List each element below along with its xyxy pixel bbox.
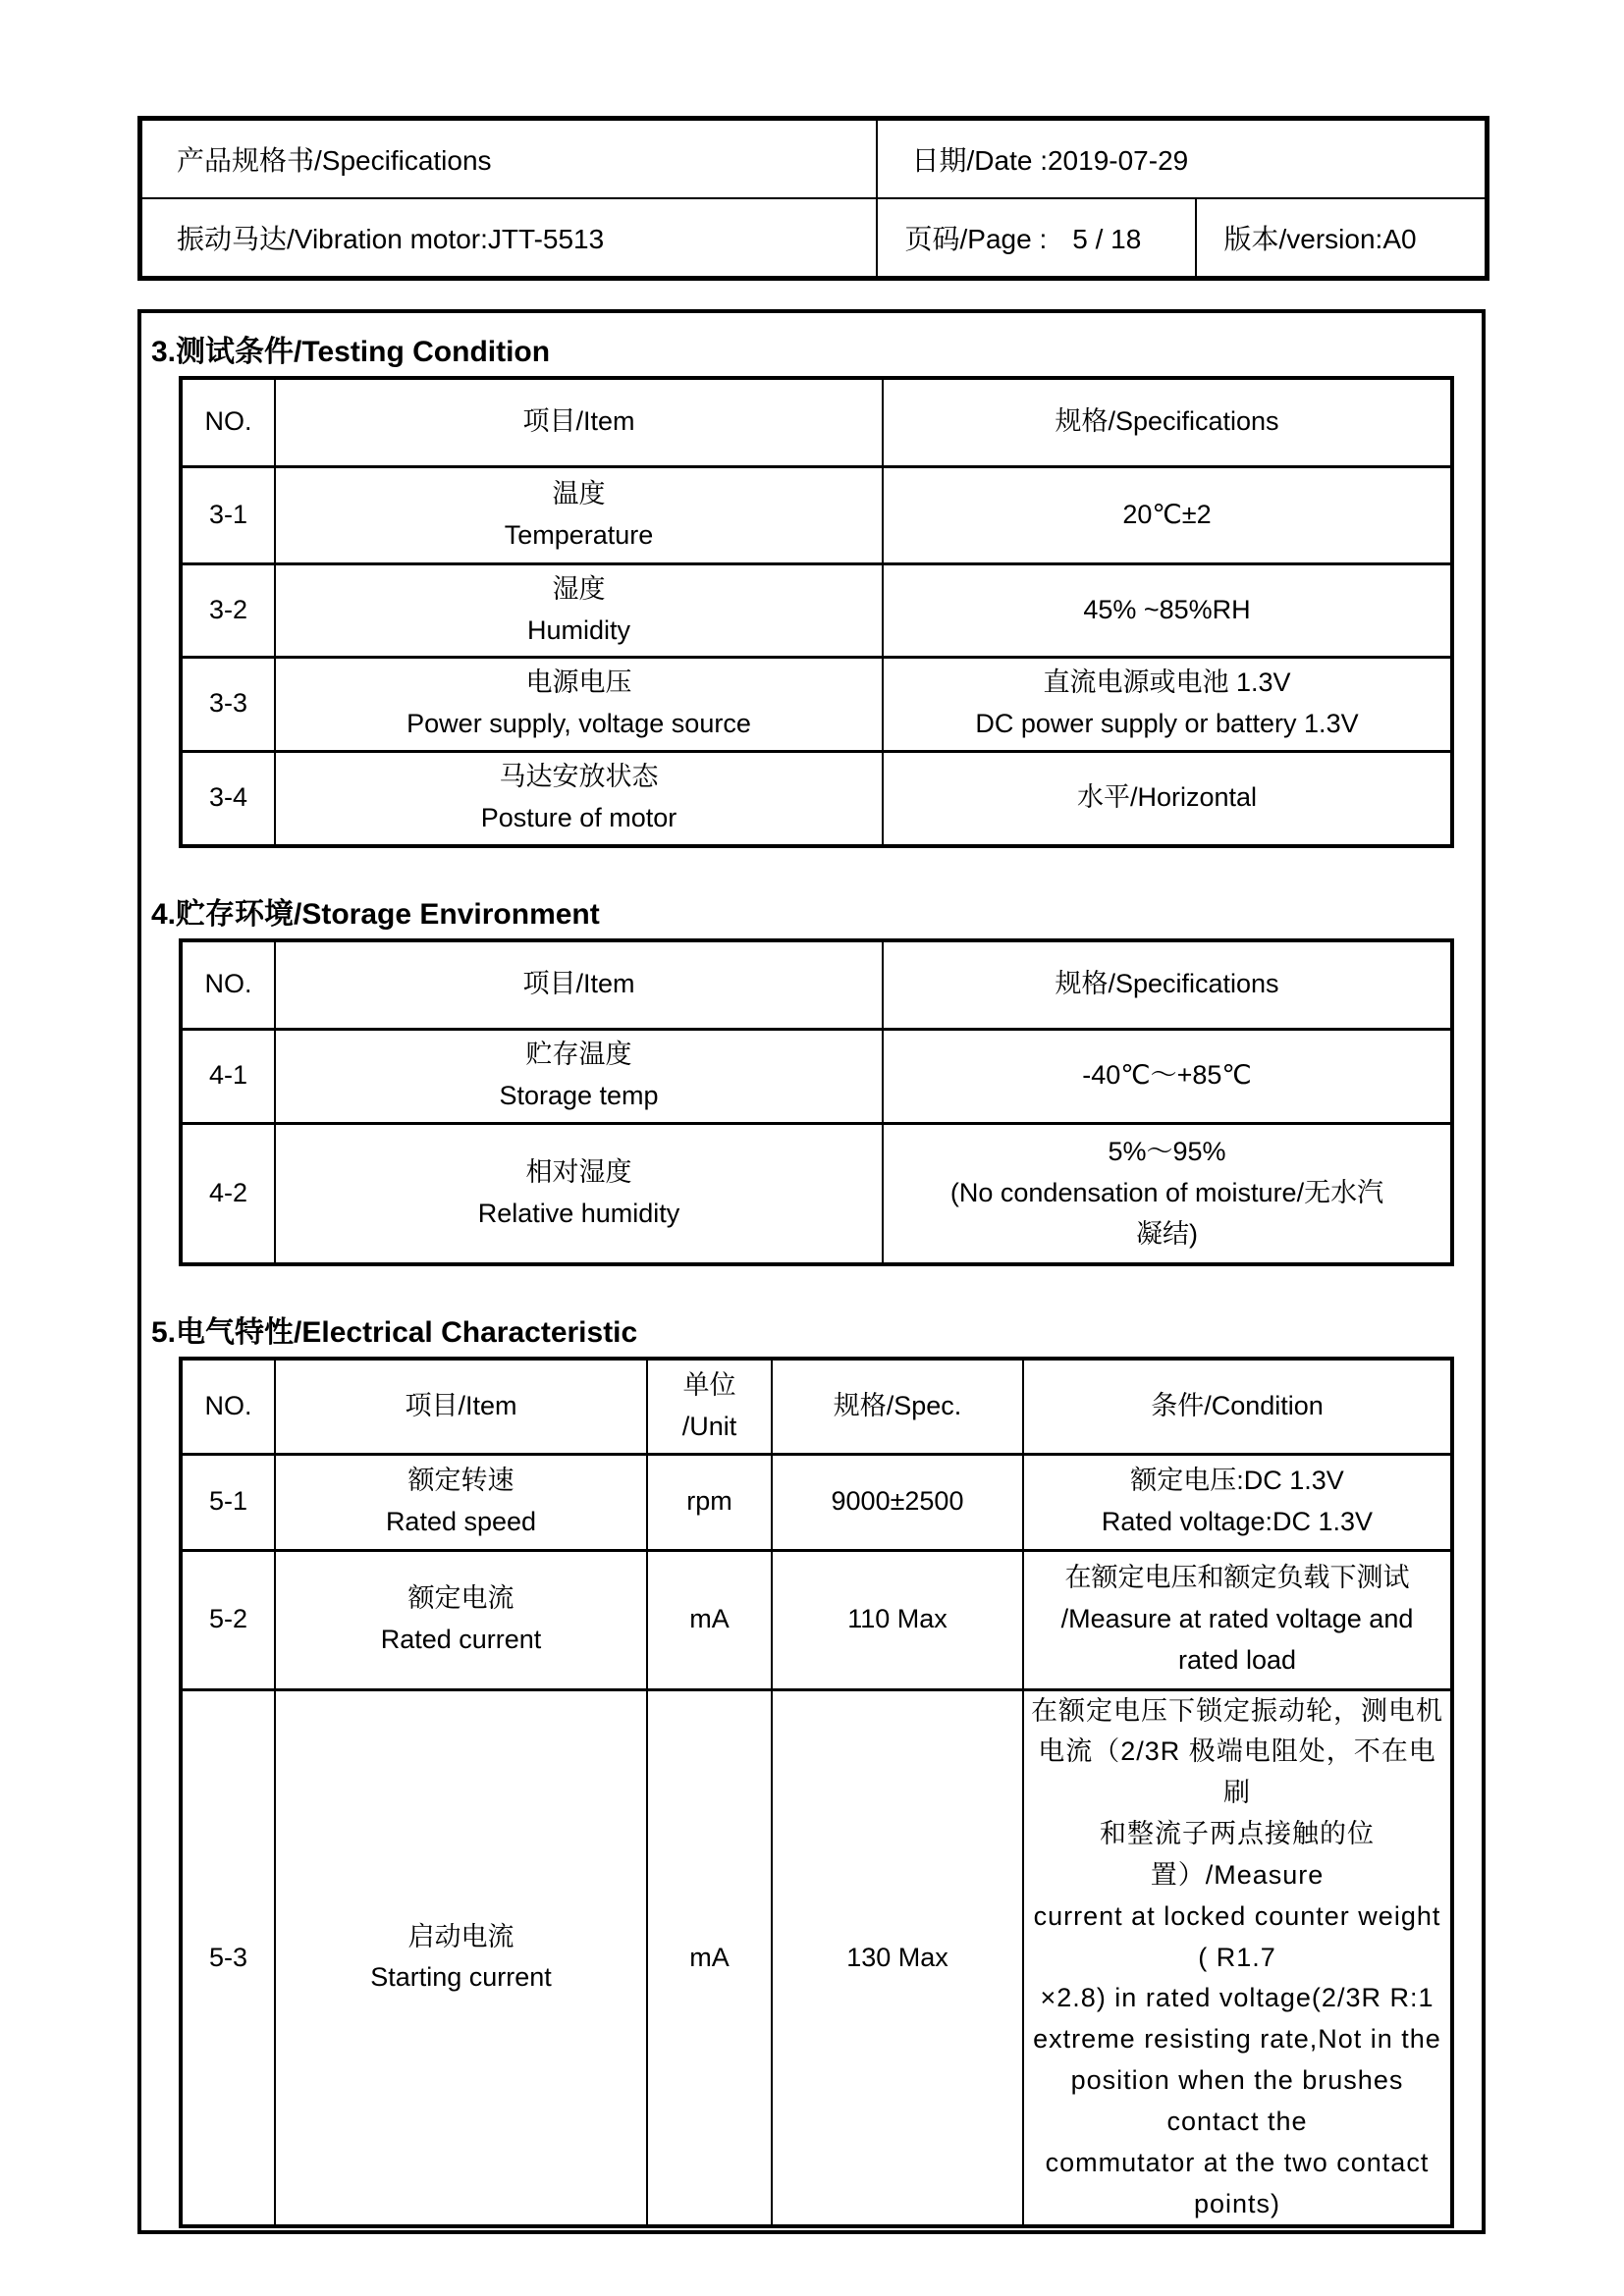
condition-line-2: /Measure at rated voltage and: [1060, 1604, 1414, 1634]
condition-line-5: ×2.8) in rated voltage(2/3R R:1: [1040, 1983, 1435, 2013]
date-cell: 日期/Date :2019-07-29: [877, 119, 1488, 199]
col-item-header: 项目/Item: [275, 1359, 647, 1454]
cell-unit: mA: [647, 1550, 772, 1689]
spec-line: -40℃～+85℃: [1082, 1060, 1252, 1091]
condition-line-3: rated load: [1177, 1644, 1297, 1675]
spec-line: 45% ~85%RH: [1083, 594, 1251, 624]
item-line-en: Temperature: [504, 519, 654, 550]
item-line-en: Storage temp: [499, 1081, 659, 1110]
table-header-row: [181, 940, 1452, 1029]
version-cell: 版本/version:A0: [1196, 198, 1488, 279]
condition-line-8: commutator at the two contact points): [1045, 2147, 1430, 2218]
col-unit-header: [647, 1359, 772, 1454]
cell-item: [275, 1689, 647, 2226]
item-line-cn: 电源电压: [525, 667, 632, 698]
cell-no: 3-3: [181, 657, 275, 751]
cell-no: 5-2: [181, 1550, 275, 1689]
cell-unit: mA: [647, 1689, 772, 2226]
cell-item: [275, 1454, 647, 1550]
cell-condition: [1023, 1689, 1452, 2226]
condition-line-7: position when the brushes contact the: [1070, 2065, 1404, 2136]
item-line-en: Relative humidity: [477, 1198, 680, 1228]
item-line-en: Humidity: [526, 614, 631, 645]
table-row: [181, 1029, 1452, 1123]
cell-condition: [1023, 1454, 1452, 1550]
cell-spec: 110 Max: [772, 1550, 1023, 1689]
item-line-cn: 启动电流: [407, 1921, 514, 1951]
item-line-cn: 马达安放状态: [499, 762, 659, 792]
cell-spec: 130 Max: [772, 1689, 1023, 2226]
spec-line: 20℃±2: [1122, 499, 1212, 529]
cell-item: [275, 1029, 883, 1123]
spec-line: 水平/Horizontal: [1076, 782, 1258, 813]
item-line-cn: 额定电流: [407, 1583, 514, 1614]
cell-no: 3-2: [181, 563, 275, 657]
table-row: [181, 751, 1452, 846]
col-item-header: 项目/Item: [275, 378, 883, 466]
motor-model-cell: 振动马达/Vibration motor:JTT-5513: [140, 198, 877, 279]
item-line-cn: 贮存温度: [525, 1040, 632, 1070]
condition-line-1: 额定电压:DC 1.3V: [1130, 1466, 1344, 1496]
table-row: [181, 1550, 1452, 1689]
item-line-cn: 相对湿度: [525, 1156, 632, 1187]
document-header-table: [137, 116, 1489, 281]
table-header-row: [181, 378, 1452, 466]
item-line-cn: 湿度: [552, 573, 606, 604]
page-label: 页码/Page :: [904, 224, 1048, 254]
cell-condition: [1023, 1550, 1452, 1689]
spec-line-cn: 直流电源或电池 1.3V: [1043, 667, 1291, 698]
col-spec-header: 规格/Specifications: [883, 940, 1452, 1029]
header-row-2: [140, 198, 1488, 279]
cell-no: 3-4: [181, 751, 275, 846]
cell-unit: rpm: [647, 1454, 772, 1550]
col-no-header: NO.: [181, 378, 275, 466]
cell-no: 3-1: [181, 466, 275, 563]
cell-no: 4-1: [181, 1029, 275, 1123]
cell-item: [275, 1550, 647, 1689]
cell-spec: [883, 1123, 1452, 1264]
col-condition-header: 条件/Condition: [1023, 1359, 1452, 1454]
header-row-1: [140, 119, 1488, 199]
page-number-cell: [877, 198, 1196, 279]
col-item-header: 项目/Item: [275, 940, 883, 1029]
cell-item: [275, 563, 883, 657]
table-row: [181, 466, 1452, 563]
cell-item: [275, 1123, 883, 1264]
cell-item: [275, 657, 883, 751]
col-spec-header: 规格/Specifications: [883, 378, 1452, 466]
section-4-title: 4.贮存环境/Storage Environment: [151, 898, 600, 931]
section-3-title: 3.测试条件/Testing Condition: [151, 336, 551, 368]
item-line-cn: 温度: [552, 478, 606, 508]
cell-spec: [883, 466, 1452, 563]
item-line-cn: 额定转速: [407, 1466, 514, 1496]
storage-environment-table: [179, 938, 1454, 1266]
spec-line-3: 凝结): [1136, 1218, 1198, 1249]
electrical-characteristic-table: [179, 1357, 1454, 2228]
unit-header-line-cn: 单位: [682, 1369, 736, 1400]
cell-spec: [883, 1029, 1452, 1123]
condition-line-1: 在额定电压下锁定振动轮，测电机: [1031, 1695, 1443, 1726]
item-line-en: Posture of motor: [480, 803, 677, 833]
table-row: [181, 657, 1452, 751]
unit-header-line-en: /Unit: [681, 1411, 737, 1441]
condition-line-6: extreme resisting rate,Not in the: [1033, 2024, 1441, 2055]
spec-line-1: 5%～95%: [1108, 1136, 1226, 1166]
col-spec-header: 规格/Spec.: [772, 1359, 1023, 1454]
product-title-cell: 产品规格书/Specifications: [140, 119, 877, 199]
item-line-en: Rated speed: [385, 1507, 537, 1536]
table-row: [181, 1123, 1452, 1264]
col-no-header: NO.: [181, 940, 275, 1029]
table-row: [181, 1689, 1452, 2226]
condition-line-4: current at locked counter weight ( R1.7: [1033, 1900, 1441, 1972]
cell-no: 4-2: [181, 1123, 275, 1264]
item-line-en: Rated current: [380, 1625, 542, 1654]
table-row: [181, 563, 1452, 657]
cell-spec: [883, 563, 1452, 657]
item-line-en: Power supply, voltage source: [406, 709, 751, 738]
cell-item: [275, 751, 883, 846]
table-header-row: [181, 1359, 1452, 1454]
condition-line-1: 在额定电压和额定负载下测试: [1064, 1563, 1410, 1593]
spec-line-en: DC power supply or battery 1.3V: [975, 709, 1359, 738]
condition-line-2: 电流（2/3R 极端电阻处，不在电刷: [1038, 1736, 1436, 1808]
cell-spec: 9000±2500: [772, 1454, 1023, 1550]
sections-container: [137, 309, 1486, 2234]
condition-line-2: Rated voltage:DC 1.3V: [1101, 1507, 1374, 1536]
cell-no: 5-1: [181, 1454, 275, 1550]
cell-item: [275, 466, 883, 563]
table-row: [181, 1454, 1452, 1550]
page-value: 5 / 18: [1072, 224, 1142, 254]
item-line-en: Starting current: [370, 1962, 552, 1993]
testing-condition-table: [179, 376, 1454, 848]
condition-line-3: 和整流子两点接触的位置）/Measure: [1100, 1819, 1375, 1890]
cell-spec: [883, 657, 1452, 751]
spec-line-2: (No condensation of moisture/无水汽: [949, 1177, 1384, 1207]
cell-no: 5-3: [181, 1689, 275, 2226]
section-5-title: 5.电气特性/Electrical Characteristic: [151, 1316, 638, 1349]
cell-spec: [883, 751, 1452, 846]
col-no-header: NO.: [181, 1359, 275, 1454]
